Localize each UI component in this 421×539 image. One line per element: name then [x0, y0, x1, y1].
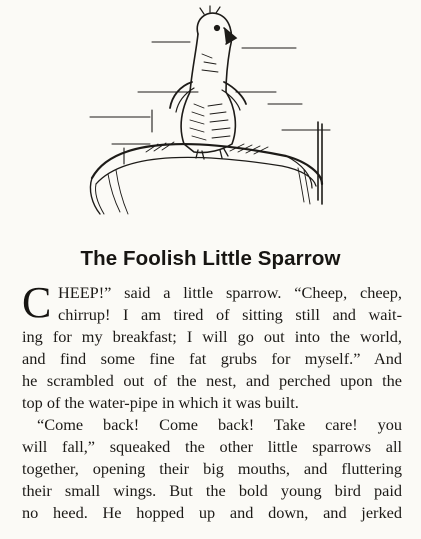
text-line: HEEP!” said a little sparrow. “Cheep, cheep,	[58, 283, 402, 302]
text-line: will fall,” squeaked the other little sparrows all	[22, 437, 402, 456]
text-line: “Come back! Come back! Take care! you	[37, 415, 402, 434]
text-line: ing for my breakfast; I will go out into the world,	[22, 327, 402, 346]
sparrow-on-water-pipe-illustration	[86, 4, 348, 216]
text-line: their small wings. But the bold young bird paid	[22, 481, 402, 500]
story-text	[22, 278, 402, 524]
text-line: and find some fine fat grubs for myself.” And	[22, 349, 402, 368]
text-line: he scrambled out of the nest, and perched upon the	[22, 371, 402, 390]
text-line: chirrup! I am tired of sitting still and wait-	[58, 305, 402, 324]
text-line: no heed. He hopped up and down, and jerked	[22, 503, 402, 522]
paragraph-2	[22, 414, 402, 524]
drop-cap: C	[22, 278, 52, 327]
story-title: The Foolish Little Sparrow	[80, 247, 341, 270]
paragraph-1	[22, 278, 402, 414]
text-line: top of the water-pipe in which it was built.	[22, 393, 299, 412]
text-line: together, opening their big mouths, and fluttering	[22, 459, 402, 478]
